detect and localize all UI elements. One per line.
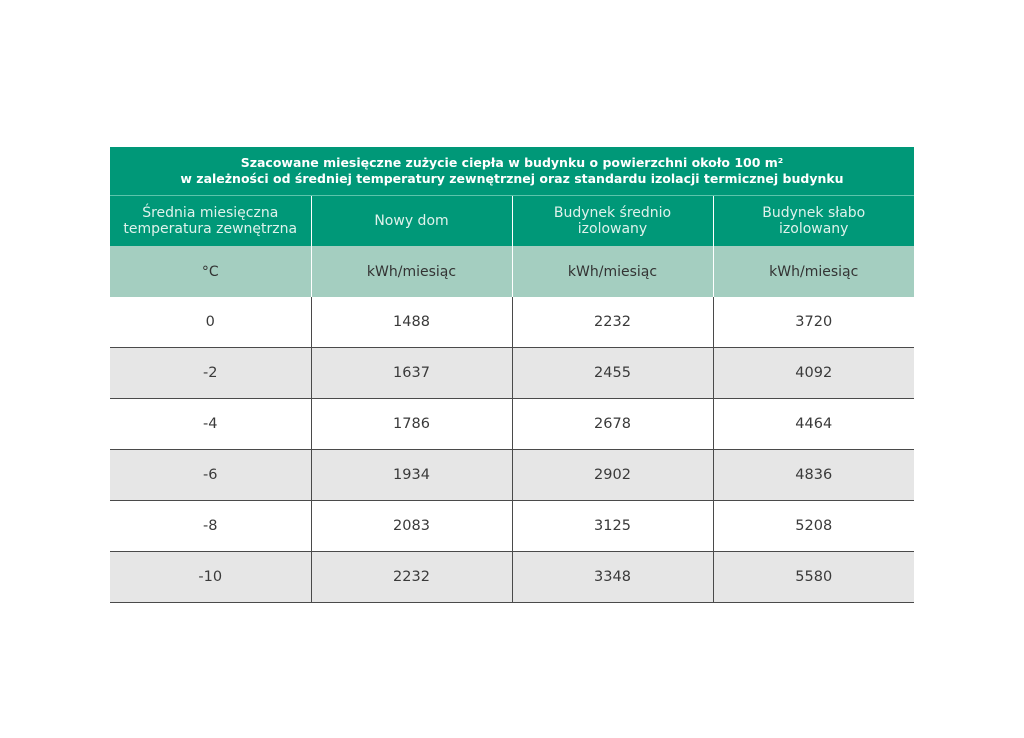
column-header-line: izolowany	[577, 221, 648, 237]
table-row	[110, 552, 914, 603]
heat-consumption-table-container	[110, 147, 914, 603]
table-title	[110, 147, 914, 196]
column-header-temperature	[110, 196, 311, 247]
temperature-cell: -10	[110, 552, 311, 603]
unit-cell: kWh/miesiąc	[512, 246, 713, 297]
temperature-cell: -4	[110, 399, 311, 450]
column-header-line: temperatura zewnętrzna	[123, 221, 298, 237]
units-row	[110, 246, 914, 297]
unit-cell: kWh/miesiąc	[311, 246, 512, 297]
column-header-medium-insulated	[512, 196, 713, 247]
consumption-cell: 2083	[311, 501, 512, 552]
table-title-line1: Szacowane miesięczne zużycie ciepła w budynku o powierzchni około 100 m²	[240, 155, 784, 170]
consumption-cell: 1637	[311, 348, 512, 399]
consumption-cell: 1488	[311, 297, 512, 348]
column-header-line: izolowany	[779, 221, 849, 237]
column-header-poorly-insulated	[713, 196, 914, 247]
table-row	[110, 399, 914, 450]
unit-cell: °C	[110, 246, 311, 297]
temperature-cell: 0	[110, 297, 311, 348]
consumption-cell: 3720	[713, 297, 914, 348]
table-title-line2: w zależności od średniej temperatury zewnętrznej oraz standardu izolacji termicznej budynku	[180, 171, 844, 186]
title-row	[110, 147, 914, 196]
column-header-line: Budynek średnio	[553, 205, 672, 221]
consumption-cell: 2455	[512, 348, 713, 399]
consumption-cell: 2678	[512, 399, 713, 450]
temperature-cell: -2	[110, 348, 311, 399]
consumption-cell: 4092	[713, 348, 914, 399]
heat-consumption-table	[110, 147, 914, 603]
consumption-cell: 5208	[713, 501, 914, 552]
consumption-cell: 4836	[713, 450, 914, 501]
consumption-cell: 3348	[512, 552, 713, 603]
column-header-row	[110, 196, 914, 247]
temperature-cell: -8	[110, 501, 311, 552]
table-row	[110, 348, 914, 399]
table-row	[110, 501, 914, 552]
consumption-cell: 2902	[512, 450, 713, 501]
table-body	[110, 297, 914, 603]
consumption-cell: 2232	[311, 552, 512, 603]
column-header-line: Budynek słabo	[762, 205, 866, 221]
consumption-cell: 5580	[713, 552, 914, 603]
consumption-cell: 2232	[512, 297, 713, 348]
unit-cell: kWh/miesiąc	[713, 246, 914, 297]
column-header-line: Średnia miesięczna	[142, 205, 279, 221]
temperature-cell: -6	[110, 450, 311, 501]
consumption-cell: 3125	[512, 501, 713, 552]
column-header-new-house	[311, 196, 512, 247]
table-row	[110, 297, 914, 348]
consumption-cell: 1786	[311, 399, 512, 450]
consumption-cell: 1934	[311, 450, 512, 501]
consumption-cell: 4464	[713, 399, 914, 450]
table-row	[110, 450, 914, 501]
column-header-line: Nowy dom	[374, 213, 449, 229]
